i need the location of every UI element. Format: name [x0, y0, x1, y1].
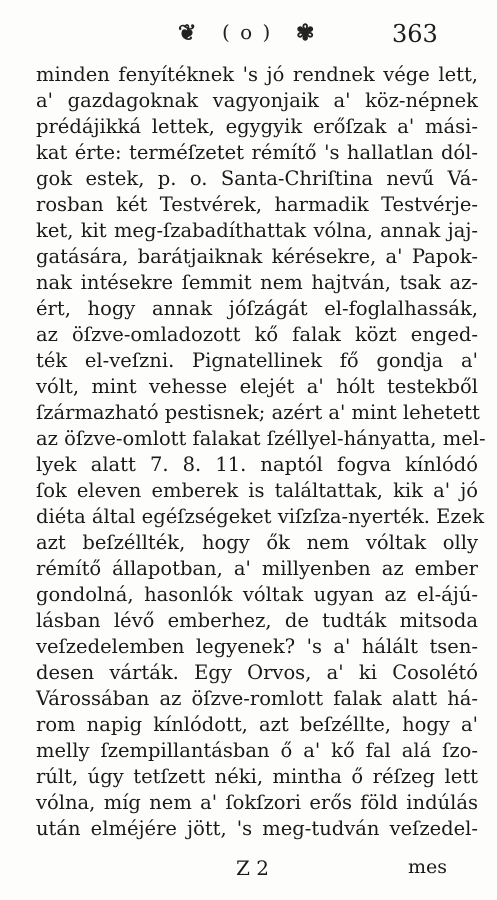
page-number: 363	[392, 20, 438, 48]
text-line: azt beſzéllték, hogy ők nem vóltak olly	[36, 531, 478, 554]
text-line: után elméjére jött, 's meg-tudván veſzedel-	[36, 817, 478, 840]
text-line: veſzedelemben legyenek? 's a' hálált tsen-	[36, 635, 478, 658]
text-line: ték el-veſzni. Pignatellinek fő gondja a'	[36, 349, 478, 372]
text-line: a' gazdagoknak vagyonjaik a' köz-népnek	[36, 89, 478, 112]
text-line: ket, kit meg-ſzabadíthattak vólna, annak jaj-	[36, 219, 478, 242]
text-line: diéta által egéſzségeket viſzſza-nyerték. Ezek	[36, 505, 485, 528]
running-head-mark: ( o )	[222, 20, 273, 44]
body-text	[36, 62, 486, 842]
text-line: prédájikká lettek, egygyik erőſzak a' mási-	[36, 115, 478, 138]
text-line: lásban lévő emberhez, de tudták mitsoda	[36, 609, 478, 632]
page-header	[0, 14, 497, 50]
text-line: rom napig kínlódott, azt beſzéllte, hogy a'	[36, 713, 478, 736]
text-line: vólt, mint vehesse elejét a' hólt testekből	[36, 375, 478, 398]
text-line: ſok eleven emberek is találtattak, kik a' jó	[36, 479, 478, 502]
text-line: minden fenyítéknek 's jó rendnek vége lett,	[36, 63, 478, 86]
text-line: gondolná, hasonlók vóltak ugyan az el-ájú-	[36, 583, 478, 606]
text-line: gatására, barátjaiknak kérésekre, a' Papok-	[36, 245, 478, 268]
text-line: vólna, míg nem a' ſokſzori erős föld indúlás	[36, 791, 478, 814]
catchword: mes	[408, 856, 448, 878]
text-line: az öſzve-omladozott kő falak közt enged-	[36, 323, 478, 346]
page-footer	[0, 856, 497, 886]
text-line: Várossában az öſzve-romlott falak alatt há-	[36, 687, 478, 710]
text-line: ért, hogy annak jóſzágát el-foglalhassák,	[36, 297, 478, 320]
signature-mark: Z 2	[236, 856, 269, 880]
text-line: rosban két Testvérek, harmadik Testvérje-	[36, 193, 478, 216]
text-line: gok estek, p. o. Santa-Chriſtina nevű Vá-	[36, 167, 478, 190]
text-line: az öſzve-omlott falakat ſzéllyel-hányatta, mel-	[36, 427, 486, 450]
text-line: lyek alatt 7. 8. 11. naptól fogva kínlódó	[36, 453, 478, 476]
ornament-left-icon: ❦	[178, 20, 197, 46]
text-line: melly ſzempillantásban ő a' kő fal alá ſzo-	[36, 739, 478, 762]
text-line: rúlt, úgy tetſzett néki, mintha ő réſzeg lett	[36, 765, 478, 788]
text-line: rémítő állapotban, a' millyenben az ember	[36, 557, 478, 580]
text-line: desen várták. Egy Orvos, a' ki Cosolétó	[36, 661, 478, 684]
text-line: ſzármazható pestisnek; azért a' mint lehetett	[36, 401, 480, 424]
text-line: kat érte: terméſzetet rémítő 's hallatlan dól-	[36, 141, 478, 164]
text-line: nak intésekre ſemmit nem hajtván, tsak az-	[36, 271, 478, 294]
ornament-right-icon: ✾	[296, 20, 315, 46]
